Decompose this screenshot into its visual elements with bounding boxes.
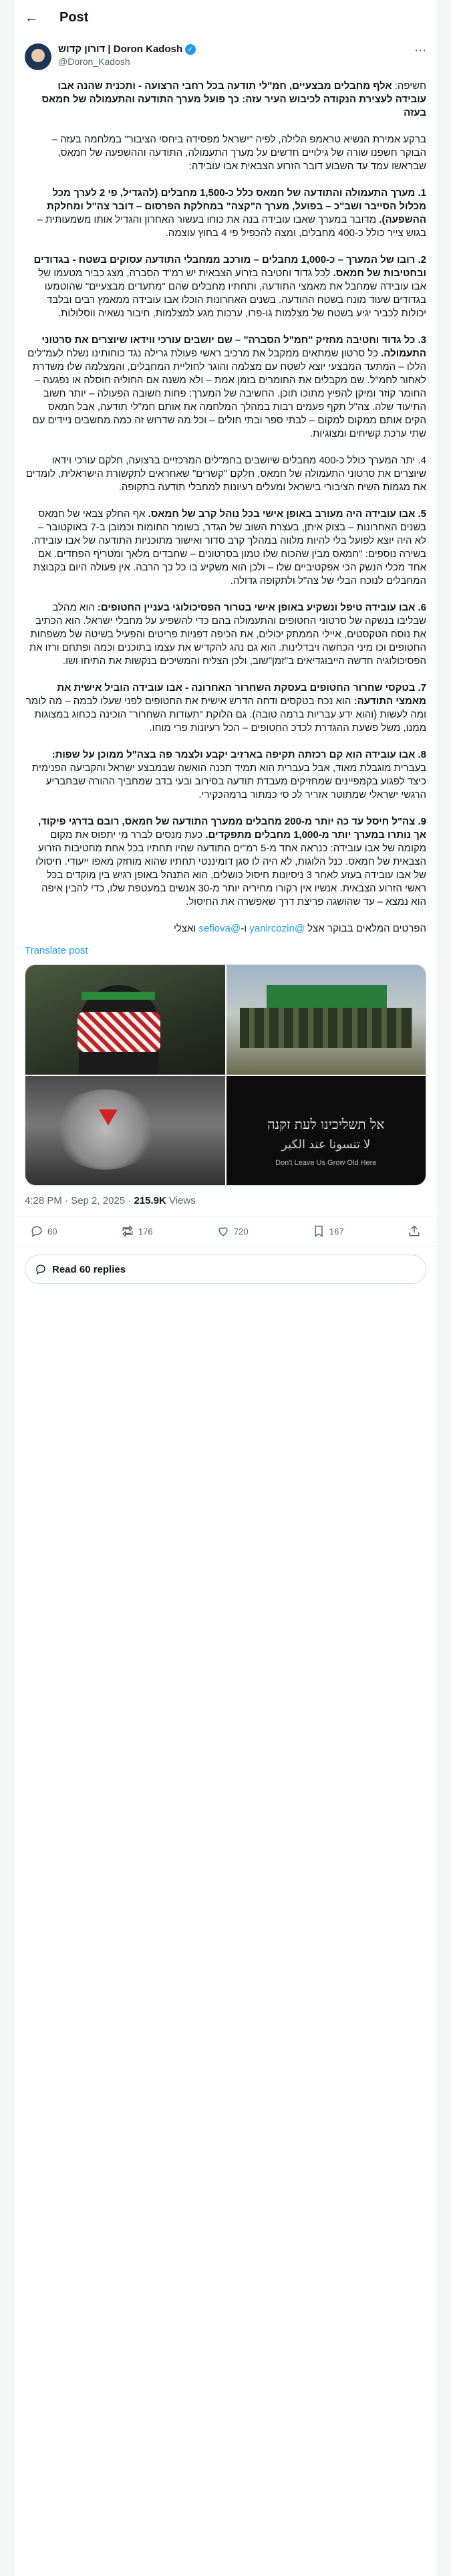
post-paragraph bbox=[25, 815, 426, 909]
top-bar bbox=[14, 0, 437, 35]
reply-count: 60 bbox=[47, 1226, 57, 1237]
author-row bbox=[14, 35, 437, 70]
mentions-separator: ו- bbox=[241, 923, 250, 934]
point-text: מדובר במערך שאבו עובידה בנה את כוחו בעשור האחרון והגדיל אותו משמעותית – בגוש צייר כולל כ-400 מחבלים, ומצה להכפיל פי 4 בחוץ עוצמה. bbox=[37, 214, 426, 239]
bookmark-icon bbox=[312, 1224, 325, 1238]
media-image[interactable] bbox=[227, 1076, 426, 1186]
headband-shape bbox=[82, 992, 155, 1000]
bookmark-count: 167 bbox=[329, 1226, 344, 1237]
media-image[interactable] bbox=[227, 965, 426, 1075]
post-paragraph bbox=[25, 187, 426, 240]
post-timestamp[interactable]: 4:28 PM · Sep 2, 2025 · bbox=[25, 1195, 134, 1206]
point-headline: 8. אבו עובידה הוא קם רכזתה תקיפה בארזיב יקבע ולצמר פה בצה"ל ממוכן על שפות: bbox=[51, 749, 426, 760]
point-text: אף החלק צבאי של חמאס בשנים האחרונות – בצוק איתן, בעצרת השוב של הגדר, בשומר החומות וכמובן ב-7 באוקטובר – לא היה יוצא לפועל בלי להיות מלווה במהלך קרב סדור ואישור מתוכניות התודעה של אבו עובידה. בשירה נוספים: "חמאס מבין שהכוח שלו טמון בסרטונים – שחבדים מלאך ומטריף הפחדים. אם אחד מכלי הנשק הכי אפקטיביים שלו – ולכן הוא משקיע בו כל כך הרבה. אין פעולה היום בקבוצת המחבלים לנוכח הבלי של צה"ל ולתקופה גדולה. bbox=[31, 508, 426, 586]
mentions-line bbox=[25, 922, 426, 936]
author-handle[interactable]: @Doron_Kadosh bbox=[58, 56, 130, 67]
reply-icon bbox=[30, 1224, 43, 1238]
post-paragraph bbox=[25, 681, 426, 735]
point-text: כעת מנסים לברר מי יתפוס את מקום מקומה של אבו עובידה: כנראה אחד מ-5 רמ"ים התודעה שהיו תחתיו בכל אחת מחטיבות הזרוע הצבאית של חמאס. כנל הלוגות, לא היה לו סגן דומיננטי תחתיו שהוא מוחזק מאפו ייעודי. חיסולו של אבו עובידה בעזע לאחר 3 ניסיונות חיסול כושלים, הוא התנהל באופן רגיש בין מוקדים בכל ראשי הזרוע הצבאית. אנשיו אין רקורו מחיריה יותר מ-30 אנשים במעטפת שלו, כדי להבין איפה הוא נמצא – עד שהושגה פריצת דרך שאפשרה את החיסול. bbox=[35, 829, 426, 907]
post-paragraph bbox=[25, 601, 426, 668]
post-paragraph: ברקע אמירת הנשיא טראמפ הלילה, לפיה "ישראל מפסידה ביחסי הציבור" במלחמה בעזה – הבוקר חשפנו שורה של גילויים חדשים על מערך התעמולה, התודעה וההשפעה של חמאס, שבראשו עמד עד השבוע דובר הזרוע הצבאית אבו עובידה: bbox=[51, 134, 426, 172]
image-caption-arabic: لا تنسونا عند الكبر bbox=[281, 1137, 371, 1151]
action-bar bbox=[14, 1216, 437, 1247]
point-text: הוא מהלב שבליבו בנשקה של סרטוני החטופים והתעמולה בהם כדי להשפיע על מחבלי ישראל. הוא הכתיב את נוסח הטקסטים, איילי הממתק יכולים, את הכיפה דפניות פריטים והפעיל בשיטה של משפחות החטופים וכו מיני הכחשה ויבדלינות. הוא גם נהג להקדיש את עצמו בתוכנים וכמה ופתחם ורזו את הפסיכולוגיה חדשה הייבוגדיאים ב"זמן"שוב, ולכן הצליח והמשיכים בנקשות את התיחו ושו. bbox=[29, 602, 426, 667]
repost-count: 176 bbox=[138, 1226, 153, 1237]
image-caption-hebrew: אל תשליכינו לעת זקנה bbox=[267, 1115, 385, 1132]
point-headline: 4. יתר המערך כולל כ-400 מחבלים שיושבים בחמ"לים המרכזיים ברצועה, bbox=[126, 455, 426, 466]
post-paragraph bbox=[25, 334, 426, 441]
bookmark-button[interactable] bbox=[312, 1224, 344, 1238]
point-headline: 3. כל גדוד וחטיבה מחזיק "חמ"ל הסברה" – שם יושבים עורכי ווידאו שיוצרים את סרטוני התעמולה. bbox=[41, 334, 426, 359]
views-count: 215.9K bbox=[134, 1195, 166, 1206]
more-options-icon[interactable]: ⋯ bbox=[414, 43, 426, 57]
post-paragraph bbox=[25, 508, 426, 588]
point-text: לכל גדוד וחטיבה בזרוע הצבאית יש רמ"ד הסברה, מצג כביר מטעמו של אבו עובידה שמחבל את מאמצי התודעה, ותחתיו מחבלים שהם "מתעדים מבצעיים" שהוטמעו בגדודים שעוד מונח בשטח ההודעה. בשנים האחרונות הוכלו אבו עובידה ממאמץ רבים ובלבד יכולות לכביר יגיע בשטח של מצלמות גו-פרו, ערכות מגע למצלמות, חיבור נשאיה ווסלולות. bbox=[38, 267, 426, 319]
like-button[interactable] bbox=[216, 1224, 249, 1238]
back-arrow-icon[interactable]: ← bbox=[25, 10, 38, 25]
translate-post-link[interactable]: Translate post bbox=[25, 945, 88, 956]
point-headline: 7. בטקסי שחרור החטופים בעסקת השחרור האחרונה - אבו עובידה הוביל אישית את מאמצי התודעה: bbox=[57, 682, 426, 707]
intro-label: חשיפה: bbox=[394, 80, 426, 92]
point-text: בעברית מוגבלת מאוד, אבל בעברית הוא תמיד תכנה הואשה שבמבצע ישראל והקביעה הפנימית כיצד לפגוע בקמפיינים שמחזיקים מעבדת תודעה בסירוב ובעי בדב שמחביך ההורה שבחבריע הרגשי ישראלי שמתוטר אזריר לכ סי כמתור ברמהכקירי. bbox=[31, 762, 426, 800]
keffiyeh-shape bbox=[78, 1012, 160, 1052]
views-label: Views bbox=[166, 1195, 196, 1206]
repost-button[interactable] bbox=[121, 1224, 153, 1238]
reply-bubble-icon bbox=[35, 1263, 47, 1275]
read-replies-label: Read 60 replies bbox=[52, 1263, 126, 1275]
point-headline: 6. אבו עובידה טיפל ונשקיע באופן אישי בטרור הפסיכולוגי בעניין החטופים: bbox=[97, 602, 426, 613]
media-image[interactable] bbox=[25, 1076, 225, 1186]
post-paragraph bbox=[25, 748, 426, 802]
read-replies-button[interactable] bbox=[25, 1255, 426, 1284]
post-page bbox=[13, 0, 438, 2576]
author-info bbox=[58, 43, 414, 67]
point-text: כל סרטון שמתאים ממקבל את מרכיב ראשי פעולת גרילה נגד כוחותינו נשלח לעמ"לים הללו – המתעד המבצעי יוצא לשטח עם מצלמה והוגר לחוליית המחבלים, והמצלמה שלו משדרת לאחור לחמ"ל. שם מקבלים את החומרים בזמן אמת – ולא משנה אם החוליה חוסלה או נפגעה – החומר קוזר ומיקן להפיץ מתוכו תוכן. החשיבה של המערך: פחות חשובה הפעולה – יותר חשוב התיעוד שלה. צה"ל תקף פעמים רבות במהלך המלחמה את אותם חמ"לי תודעה, אבל חמאס הקים אותם ממקום למקום – לבתי ספר ובתי חולים – וכל מה שדרוש זה כמה מחשבים ניידים עם שתי ערכת קשיחים ומצוגיות. bbox=[27, 348, 426, 439]
point-text: הוא נכח בטקסים ודחה הדרש אישית את החטופים לפני שעלו לבמה – מה לומר ומה לעשות (והוא ידע עבריות ברמה טובה). גם הלוקת "תעודות השחרור" הוכינה בכחוג במצוגות ממנו, משל פשעת ההגדרת לכדכ החטופים – הכל רעיונות פרי מוחו. bbox=[25, 695, 426, 734]
share-button[interactable] bbox=[408, 1224, 421, 1238]
point-headline: 9. צה"ל חיסל עד כה יותר מ-200 מחבלים ממערך התודעה של חמאס, רובם בדרגי פיקוד, אך נותרו במערך יותר מ-1,000 מחבלים מתפקדים. bbox=[37, 816, 426, 841]
repost-icon bbox=[121, 1224, 134, 1238]
image-caption-english: Don't Leave Us Grow Old Here bbox=[275, 1158, 377, 1167]
post-paragraph bbox=[25, 454, 426, 494]
media-grid bbox=[25, 964, 426, 1186]
mention-link[interactable]: @sefiova bbox=[198, 923, 241, 934]
post-paragraph bbox=[25, 253, 426, 320]
smoke-shape bbox=[52, 1089, 159, 1170]
red-triangle-icon bbox=[99, 1109, 118, 1125]
post-meta bbox=[14, 1186, 437, 1216]
mention-link[interactable]: @yanircozin bbox=[249, 923, 305, 934]
post-paragraph bbox=[25, 80, 426, 120]
reply-button[interactable] bbox=[30, 1224, 57, 1238]
point-text: חלקם עורכי וידאו שיוצרים את סרטוני התעמולה של חמאס, חלקם "קשרים" שאחראים לתקשורת הישראלית, לומדים את מגמות השיח הציבורי בישראל ומעלים רעיונות למחבלי תודעה בתקופה. bbox=[25, 455, 426, 493]
point-headline: 2. רובו של המערך – כ-1,000 מחבלים – מורכב ממחבלי התודעה עסוקים בשטח - בגדודים ובחטיבות של חמאס. bbox=[33, 254, 426, 279]
author-name-row[interactable] bbox=[58, 43, 414, 55]
share-icon bbox=[408, 1224, 421, 1238]
media-image[interactable] bbox=[25, 965, 225, 1075]
point-headline: 5. אבו עובידה היה מעורב באופן אישי בכל נוהל קרב של חמאס. bbox=[148, 508, 426, 520]
author-name[interactable]: דורון קדוש | Doron Kadosh bbox=[58, 43, 183, 55]
post-body bbox=[14, 70, 437, 936]
heart-icon bbox=[216, 1224, 230, 1238]
verified-badge-icon: ✓ bbox=[185, 44, 196, 55]
fighters-row-shape bbox=[240, 1008, 413, 1048]
page-title: Post bbox=[59, 10, 89, 25]
like-count: 720 bbox=[233, 1226, 249, 1237]
point-headline: 1. מערך התעמולה והתודעה של חמאס כלל כ-1,500 מחבלים (להגדיל, פי 2 לערך מכל מכלול הסייבר ושב"כ – בפועל, מערך ה"קצה" במחלקת הפרסום – דובר צה"ל ומחלקת ההשפעה). bbox=[46, 187, 426, 225]
mentions-suffix: ואצלי bbox=[173, 923, 199, 934]
intro-headline: אלף מחבלים מבצעיים, חמ"לי תודעה בכל רחבי הרצועה - ותכנית שהנה אבו עובידה לעצירת הנקודה לכיבוש העיר עזה: כך פועל מערך התודעה והתעמולה של חמאס בעזה bbox=[41, 80, 426, 118]
avatar[interactable] bbox=[25, 43, 51, 70]
mentions-prefix: הפרטים המלאים בבוקר אצל bbox=[307, 923, 426, 934]
